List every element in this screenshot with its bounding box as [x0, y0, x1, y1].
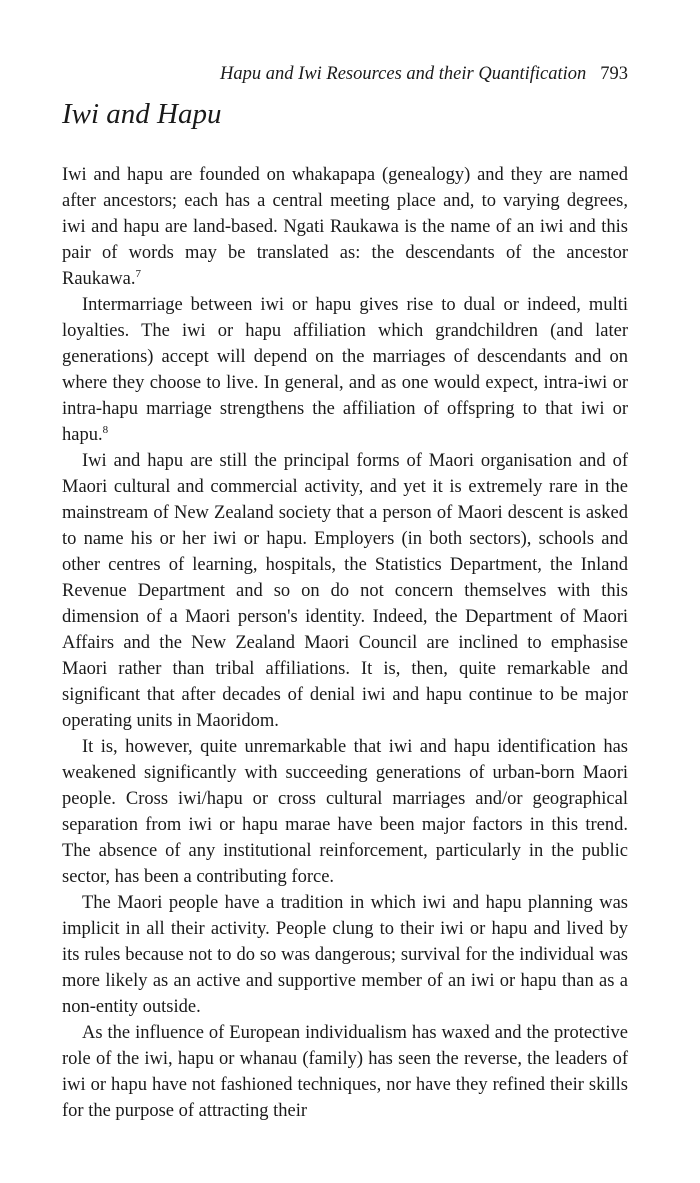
paragraph-6 [62, 1020, 628, 1124]
paragraph-5 [62, 890, 628, 1020]
paragraph-text: The Maori people have a tradition in which iwi and hapu planning was implicit in all their activity. People clung to their iwi or hapu and lived by its rules because not to do so was dangerous; survival for the individual was more likely as an active and supportive member of an iwi or hapu than as a non-entity outside. [62, 893, 628, 1017]
section-title: Iwi and Hapu [62, 98, 222, 130]
running-head-title: Hapu and Iwi Resources and their Quantification [220, 64, 587, 84]
paragraph-4 [62, 734, 628, 890]
running-head [62, 60, 628, 88]
body-text [62, 162, 628, 1124]
paragraph-text: It is, however, quite unremarkable that iwi and hapu identification has weakened significantly with succeeding generations of urban-born Maori people. Cross iwi/hapu or cross cultural marriages and/or geographical separation from iwi or hapu marae have been major factors in this trend. The absence of any institutional reinforcement, particularly in the public sector, has been a contributing force. [62, 737, 628, 887]
paragraph-2 [62, 292, 628, 448]
paragraph-text: Iwi and hapu are still the principal forms of Maori organisation and of Maori cultural and commercial activity, and yet it is extremely rare in the mainstream of New Zealand society that a person of Maori descent is asked to name his or her iwi or hapu. Employers (in both sectors), schools and other centres of learning, hospitals, the Statistics Department, the Inland Revenue Department and so on do not concern themselves with this dimension of a Maori person's identity. Indeed, the Department of Maori Affairs and the New Zealand Maori Council are inclined to emphasise Maori rather than tribal affiliations. It is, then, quite remarkable and significant that after decades of denial iwi and hapu continue to be major operating units in Maoridom. [62, 451, 628, 731]
page [62, 60, 628, 1124]
footnote-marker[interactable]: 8 [102, 423, 109, 436]
paragraph-text: Intermarriage between iwi or hapu gives rise to dual or indeed, multi loyalties. The iwi or hapu affiliation which grandchildren (and later generations) accept will depend on the marriages of descendants and on where they choose to live. In general, and as one would expect, intra-iwi or intra-hapu marriage strengthens the affiliation of offspring to that iwi or hapu. [62, 295, 628, 445]
paragraph-text: Iwi and hapu are founded on whakapapa (genealogy) and they are named after ancestors; each has a central meeting place and, to varying degrees, iwi and hapu are land-based. Ngati Raukawa is the name of an iwi and this pair of words may be translated as: the descendants of the ancestor Raukawa. [62, 165, 628, 289]
footnote-marker[interactable]: 7 [135, 267, 141, 280]
paragraph-1 [62, 162, 628, 292]
paragraph-3 [62, 448, 628, 734]
paragraph-text: As the influence of European individualism has waxed and the protective role of the iwi, hapu or whanau (family) has seen the reverse, the leaders of iwi or hapu have not fashioned techniques, nor have they refined their skills for the purpose of attracting their [62, 1023, 628, 1121]
page-number: 793 [600, 64, 628, 84]
